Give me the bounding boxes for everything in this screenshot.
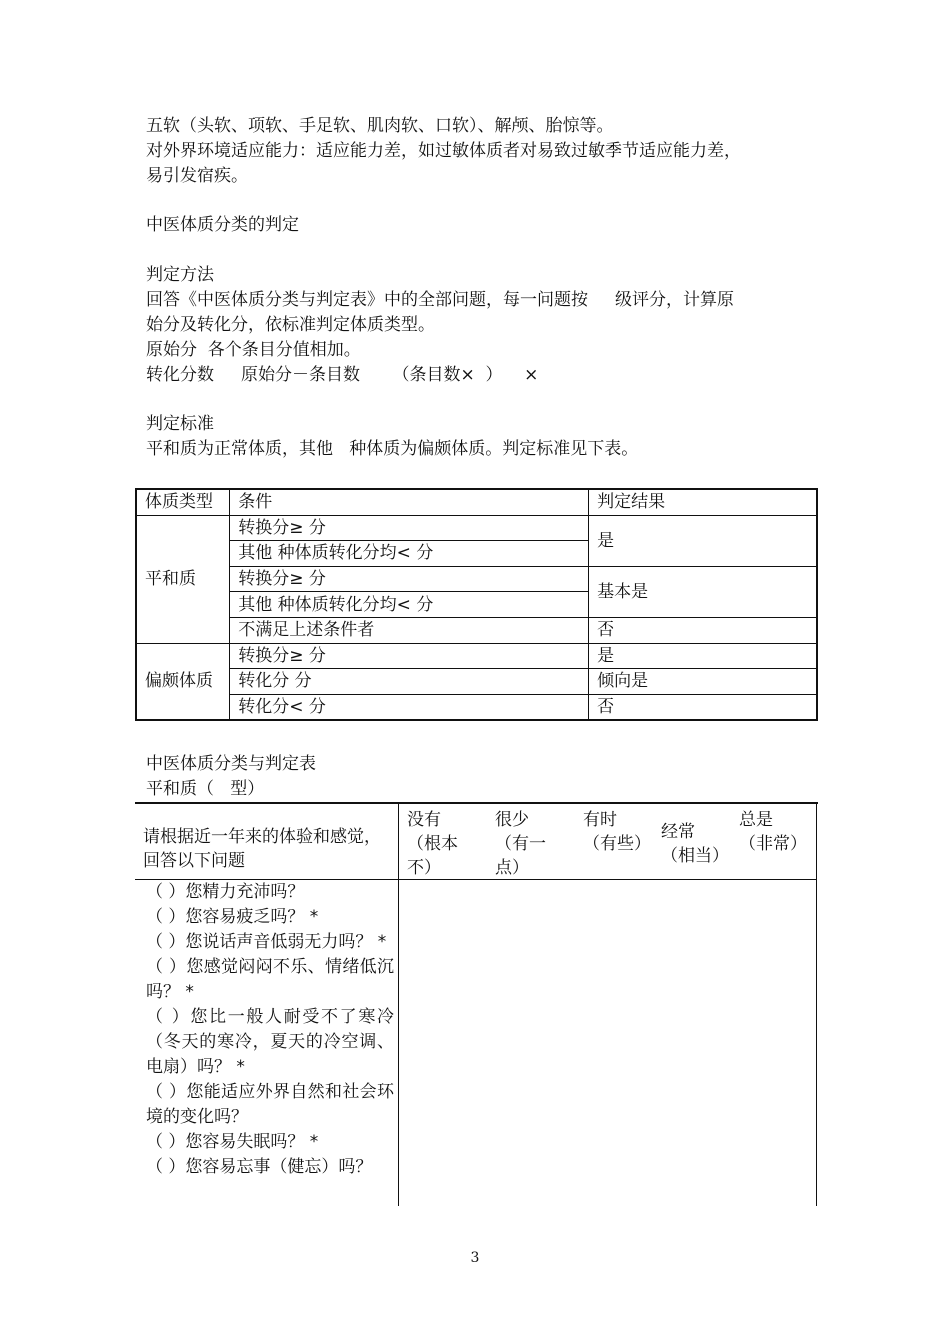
- table-row: [136, 669, 817, 695]
- list-item: （ ）您比一般人耐受不了寒冷（冬天的寒冷，夏天的冷空调、电扇）吗？ *: [146, 1007, 394, 1077]
- condition-cell: 转换分≥ 分: [230, 566, 589, 592]
- condition-cell: 转换分≥ 分: [230, 643, 589, 669]
- condition-cell: 转化分< 分: [230, 694, 589, 720]
- intro-line-1: 五软（头软、项软、手足软、肌肉软、口软）、解颅、胎惊等。: [146, 116, 614, 136]
- form-subtitle: 平和质（ 型）: [146, 779, 265, 799]
- table-row: [136, 643, 817, 669]
- result-cell: 否: [589, 617, 817, 643]
- condition-cell: 转化分 分: [230, 669, 589, 695]
- condition-cell: 其他 种体质转化分均< 分: [230, 592, 589, 618]
- table-row: [136, 694, 817, 720]
- method-line-4: 转化分数 原始分－条目数 （条目数× ） ×: [146, 365, 539, 385]
- question-list: [146, 880, 394, 1180]
- option-never: 没有 （根本不）: [407, 810, 458, 878]
- result-cell: 否: [589, 694, 817, 720]
- table-row: [135, 803, 818, 884]
- list-item: （ ）您容易忘事（健忘）吗？: [146, 1157, 373, 1177]
- question-header: 请根据近一年来的体验和感觉，回答以下问题: [143, 827, 381, 871]
- list-item: （ ）您能适应外界自然和社会环境的变化吗？: [146, 1082, 394, 1127]
- result-cell: 倾向是: [589, 669, 817, 695]
- result-cell: 基本是: [589, 566, 817, 617]
- type-pianpo: 偏颇体质: [136, 643, 230, 720]
- list-item: （ ）您说话声音低弱无力吗？ *: [146, 932, 387, 952]
- method-line-2: 始分及转化分，依标准判定体质类型。: [146, 315, 435, 335]
- method-line-1: 回答《中医体质分类与判定表》中的全部问题，每一问题按 级评分，计算原: [146, 290, 735, 310]
- intro-line-2: 对外界环境适应能力：适应能力差，如过敏体质者对易致过敏季节适应能力差，: [146, 141, 741, 161]
- type-pinghe: 平和质: [136, 515, 230, 643]
- standard-heading: 判定标准: [146, 414, 214, 434]
- right-border: [816, 802, 817, 1206]
- result-cell: 是: [589, 515, 817, 566]
- list-item: （ ）您感觉闷闷不乐、情绪低沉吗？ *: [146, 957, 394, 1002]
- list-item: （ ）您容易疲乏吗？ *: [146, 907, 319, 927]
- option-often: 经常 （相当）: [661, 822, 729, 866]
- result-cell: 是: [589, 643, 817, 669]
- list-item: （ ）您精力充沛吗？: [146, 882, 305, 902]
- table-row: [136, 617, 817, 643]
- header-result: 判定结果: [589, 489, 817, 515]
- column-divider: [398, 802, 399, 1206]
- intro-line-3: 易引发宿疾。: [146, 166, 248, 186]
- page-number: 3: [470, 1250, 480, 1266]
- method-heading: 判定方法: [146, 265, 214, 285]
- option-sometimes: 有时 （有些）: [583, 810, 651, 854]
- criteria-table: [135, 488, 818, 721]
- condition-cell: 不满足上述条件者: [230, 617, 589, 643]
- table-row: [136, 566, 817, 592]
- questionnaire-header: [135, 802, 818, 884]
- section-title: 中医体质分类的判定: [146, 215, 299, 235]
- header-condition: 条件: [230, 489, 589, 515]
- condition-cell: 其他 种体质转化分均< 分: [230, 541, 589, 567]
- header-type: 体质类型: [136, 489, 230, 515]
- standard-line-1: 平和质为正常体质，其他 种体质为偏颇体质。判定标准见下表。: [146, 439, 639, 459]
- condition-cell: 转换分≥ 分: [230, 515, 589, 541]
- option-rarely: 很少 （有一点）: [495, 810, 546, 878]
- method-line-3: 原始分 各个条目分值相加。: [146, 340, 361, 360]
- form-title: 中医体质分类与判定表: [146, 754, 316, 774]
- table-row: [136, 515, 817, 541]
- table-row: [136, 489, 817, 515]
- option-always: 总是 （非常）: [739, 810, 807, 854]
- list-item: （ ）您容易失眠吗？ *: [146, 1132, 319, 1152]
